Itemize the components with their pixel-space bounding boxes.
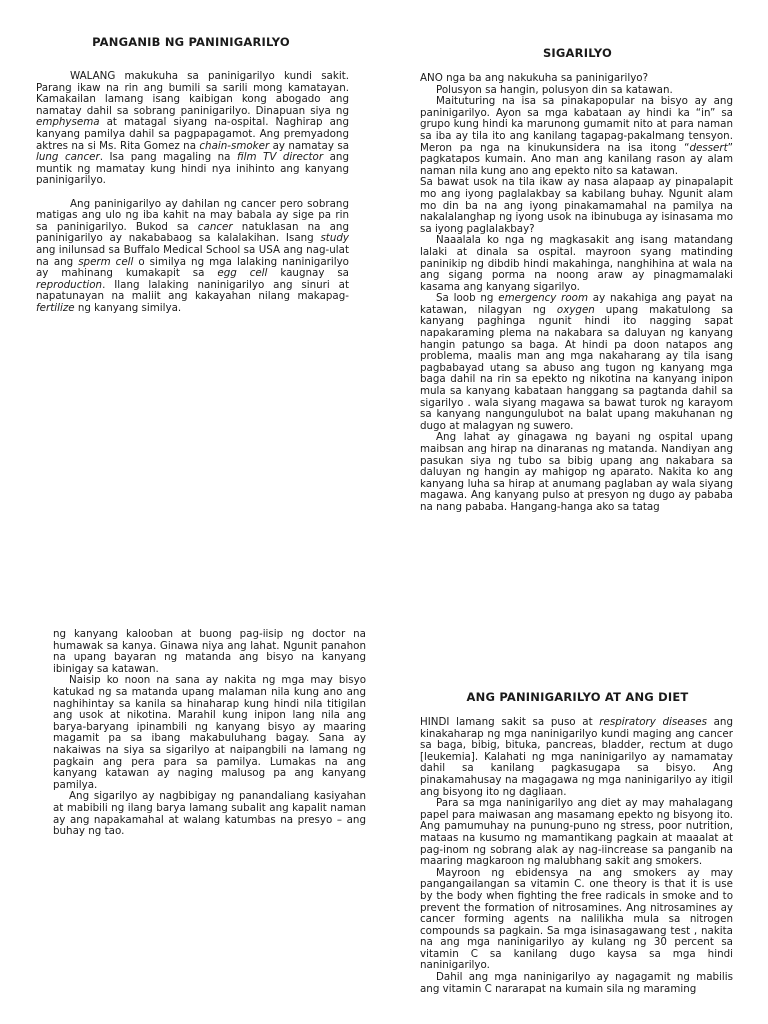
text-run: Ang lahat ay ginagawa ng bayani ng ospital upang maibsan ang hirap na dinaranas ng matanda. Nandiyan ang pasukan siya ng tubo sa bibig upang ang nakabara sa daluyan ng hangin ay mahigop ng aparato. Nakita ko ang kanyang luha sa hirap at anumang paglaban ay wala siyang magawa. Ang kanyang pulso at presyon ng dugo ay pababa na nang pababa. Hangang-hanga ako sa tatag bbox=[420, 431, 733, 513]
text-run: Mayroon ng ebidensya na ang smokers ay may pangangailangan sa vitamin C. one theory is that it is use by the body when fighting the free radicals in smoke and to prevent the formation of nitrosamines. Ang nitrosamines ay cancer forming agents na nalilikha mula sa nitrogen compounds sa pagkain. Sa mga isinasagawang test , nakita na ang mga naninigarilyo ay kulang ng 30 percent sa vitamin C sa kanilang dugo kaysa sa mga hindi naninigarilyo. bbox=[420, 866, 733, 972]
text-run: Naisip ko noon na sana ay nakita ng mga may bisyo katukad ng sa matanda upang malaman nila kung ano ang naghihintay sa kanila sa hinaharap kung hindi nila titigilan ang usok at nikotina. Marahil kung inipon lang nila ang barya-baryang ipinambili ng kanyang bisyo ay maaring magamit pa sa ibang makabuluhang bagay. Sana ay nakaiwas na siya sa sigarilyo at naipangbili na lamang ng pagkain ang pera para sa pamilya. Lumakas na ang kanyang katawan ay naging malusog pa ang kanyang pamilya. bbox=[53, 674, 366, 791]
article-paragraph bbox=[53, 675, 366, 791]
article-paragraph bbox=[420, 96, 733, 177]
page2-right-column-title: ANG PANINIGARILYO AT ANG DIET bbox=[466, 690, 689, 704]
text-run: Naaalala ko nga ng magkasakit ang isang matandang lalaki at dinala sa ospital. mayroon syang matinding paninikip ng dibdib hindi makahinga, nanghihina at wala na ang sigang porma na noong araw ay pinagmamalaki kasama ang kanyang sigarilyo. bbox=[420, 234, 733, 293]
text-run: ay namatay sa bbox=[269, 139, 350, 152]
text-run: Polusyon sa hangin, polusyon din sa katawan. bbox=[436, 83, 673, 96]
article-paragraph bbox=[53, 791, 366, 837]
italic-term: oxygen bbox=[556, 303, 595, 316]
italic-term: cancer bbox=[197, 220, 233, 233]
text-run: upang makatulong sa kanyang paghinga ngunit hindi ito nagging sapat napakaraming plema na nakabara sa daluyan ng kanyang hangin patungo sa baga. At hindi pa doon natapos ang problema, maalis man ang mga nakaharang ay tila isang pagbabayad utang sa abuso ang tugon ng kanyang mga baga dahil na rin sa epekto ng nikotina na kanyang inipon mula sa kanyang kabataan hanggang sa pagtanda dahil sa sigarilyo . wala siyang magawa sa bawat turok ng karayom sa kanyang nangungulubot na balat upang makuhanan ng dugo at malagyan ng suwero. bbox=[420, 303, 733, 432]
italic-term: emergency room bbox=[498, 292, 588, 305]
text-run: ng kanyang similya. bbox=[74, 301, 182, 314]
italic-term: reproduction bbox=[36, 278, 103, 291]
text-run: ang muntik ng mamatay kung hindi nya inihinto ang kanyang paninigarilyo. bbox=[36, 151, 349, 187]
left-column-body bbox=[36, 71, 349, 314]
article-paragraph bbox=[420, 293, 733, 432]
text-run: natuklasan na ang paninigarilyo ay nakababaog sa kalalakihan. Isang bbox=[36, 220, 349, 245]
right-column-body bbox=[420, 73, 733, 514]
article-paragraph bbox=[420, 235, 733, 293]
text-run: Ang paninigarilyo ay dahilan ng cancer pero sobrang matigas ang ulo ng iba kahit na may babala ay sige pa rin sa paninigarilyo. Bukod sa bbox=[36, 197, 349, 233]
right-column-title: SIGARILYO bbox=[542, 46, 613, 60]
text-run: Para sa mga naninigarilyo ang diet ay may mahalagang papel para maiwasan ang masamang epekto ng bisyong ito. Ang pamumuhay na punung-puno ng stress, poor nutrition, mataas na kusumo ng mamantikang pagkain at maaalat at pag-inom ng sobrang alak ay nag-iincrease sa panganib na maaring magkaroon ng malubhang sakit ang smokers. bbox=[420, 797, 733, 868]
article-paragraph bbox=[420, 798, 733, 868]
italic-term: chain-smoker bbox=[199, 139, 270, 152]
article-paragraph bbox=[36, 71, 349, 187]
italic-term: emphysema bbox=[36, 116, 100, 129]
text-run: WALANG makukuha sa paninigarilyo kundi sakit. Parang ikaw na rin ang bumili sa sarili mong kamatayan. Kamakailan lamang isang kaibigan kong abogado ang namatay dahil sa sobrang paninigarilyo. Dinapuan siya ng bbox=[36, 70, 349, 117]
italic-term: sperm cell bbox=[78, 255, 134, 268]
article-paragraph bbox=[420, 868, 733, 972]
text-run: Maituturing na isa sa pinakapopular na bisyo ay ang paninigarilyo. Ayon sa mga kabataan ay hindi ka “in” sa grupo kung hindi ka marunong gumamit nito at para naman sa iba ay tila ito ang kanilang tagapag-pakalmang tensyon. Meron pa nga na kinukunsidera na isa itong “ bbox=[420, 95, 733, 154]
page2-left-column-body bbox=[53, 629, 366, 838]
text-run: ang inilunsad sa Buffalo Medical School sa USA ang nag-ulat na ang bbox=[36, 243, 349, 268]
article-paragraph bbox=[36, 199, 349, 315]
text-run: at matagal siyang na-ospital. Naghirap ang kanyang pamilya dahil sa pagpapagamot. Ang premyadong aktres na si Ms. Rita Gomez na bbox=[36, 116, 349, 152]
text-run: ANO nga ba ang nakukuha sa paninigarilyo? bbox=[420, 72, 649, 84]
text-run: kaugnay sa bbox=[267, 267, 349, 280]
italic-term: lung cancer bbox=[36, 151, 100, 164]
text-run: . Isa pang magaling na bbox=[99, 151, 237, 164]
article-paragraph bbox=[420, 432, 733, 513]
italic-term: study bbox=[320, 232, 349, 245]
article-paragraph bbox=[420, 972, 733, 995]
text-run: . Ilang lalaking naninigarilyo ang sinuri at napatunayan na maliit ang kakayahan nilang makapag- bbox=[36, 278, 349, 303]
italic-term: dessert bbox=[689, 141, 728, 154]
italic-term: respiratory diseases bbox=[599, 716, 707, 728]
text-run: Sa loob ng bbox=[436, 292, 499, 305]
article-paragraph bbox=[420, 717, 733, 798]
text-run: HINDI lamang sakit sa puso at bbox=[420, 716, 600, 728]
article-paragraph bbox=[53, 629, 366, 675]
text-run: ng kanyang kalooban at buong pag-iisip ng doctor na humawak sa kanya. Ginawa niya ang lahat. Ngunit panahon na upang bayaran ng matanda ang bisyo na kanyang ibinigay sa katawan. bbox=[53, 628, 366, 675]
text-run: ay nakahiga ang payat na katawan, nilagyan ng bbox=[420, 292, 733, 316]
italic-term: fertilize bbox=[36, 301, 75, 314]
text-run: ” pagkatapos kumain. Ano man ang kanilang rason ay alam naman nila kung ano ang epekto nito sa katawan. bbox=[420, 141, 733, 177]
text-run: o similya ng mga lalaking naninigarilyo ay mahinang kumakapit sa bbox=[36, 255, 349, 280]
text-run: Ang sigarilyo ay nagbibigay ng panandaliang kasiyahan at mabibili ng ilang barya lamang subalit ang kapalit naman ay ang napakamahal at walang katumbas na presyo – ang buhay ng tao. bbox=[53, 790, 366, 838]
left-column-title: PANGANIB NG PANINIGARILYO bbox=[92, 35, 290, 49]
italic-term: film TV director bbox=[236, 151, 324, 164]
article-paragraph bbox=[420, 177, 733, 235]
page2-right-column-body bbox=[420, 717, 733, 995]
text-run: Dahil ang mga naninigarilyo ay nagagamit ng mabilis ang vitamin C nararapat na kumain sila ng maraming bbox=[420, 971, 733, 995]
text-run: ang kinakaharap ng mga naninigarilyo kundi maging ang cancer sa baga, bibig, bituka, pancreas, bladder, rectum at dugo [leukemia]. Kalahati ng mga naninigarilyo ay namamatay dahil sa kanilang pagkasugapa sa bisyo. Ang pinakamahusay na magagawa ng mga naninigarilyo ay itigil ang bisyong ito ng dagliaan. bbox=[420, 716, 733, 798]
text-run: Sa bawat usok na tila ikaw ay nasa alapaap ay pinapalapit mo ang iyong paglalakbay sa kabilang buhay. Ngunit alam mo din ba na ang iyong pinakamamahal na pamilya na nakalalanghap ng iyong usok na ibinubuga ay isinasama mo sa iyong paglalakbay? bbox=[420, 176, 733, 235]
italic-term: egg cell bbox=[217, 267, 268, 280]
